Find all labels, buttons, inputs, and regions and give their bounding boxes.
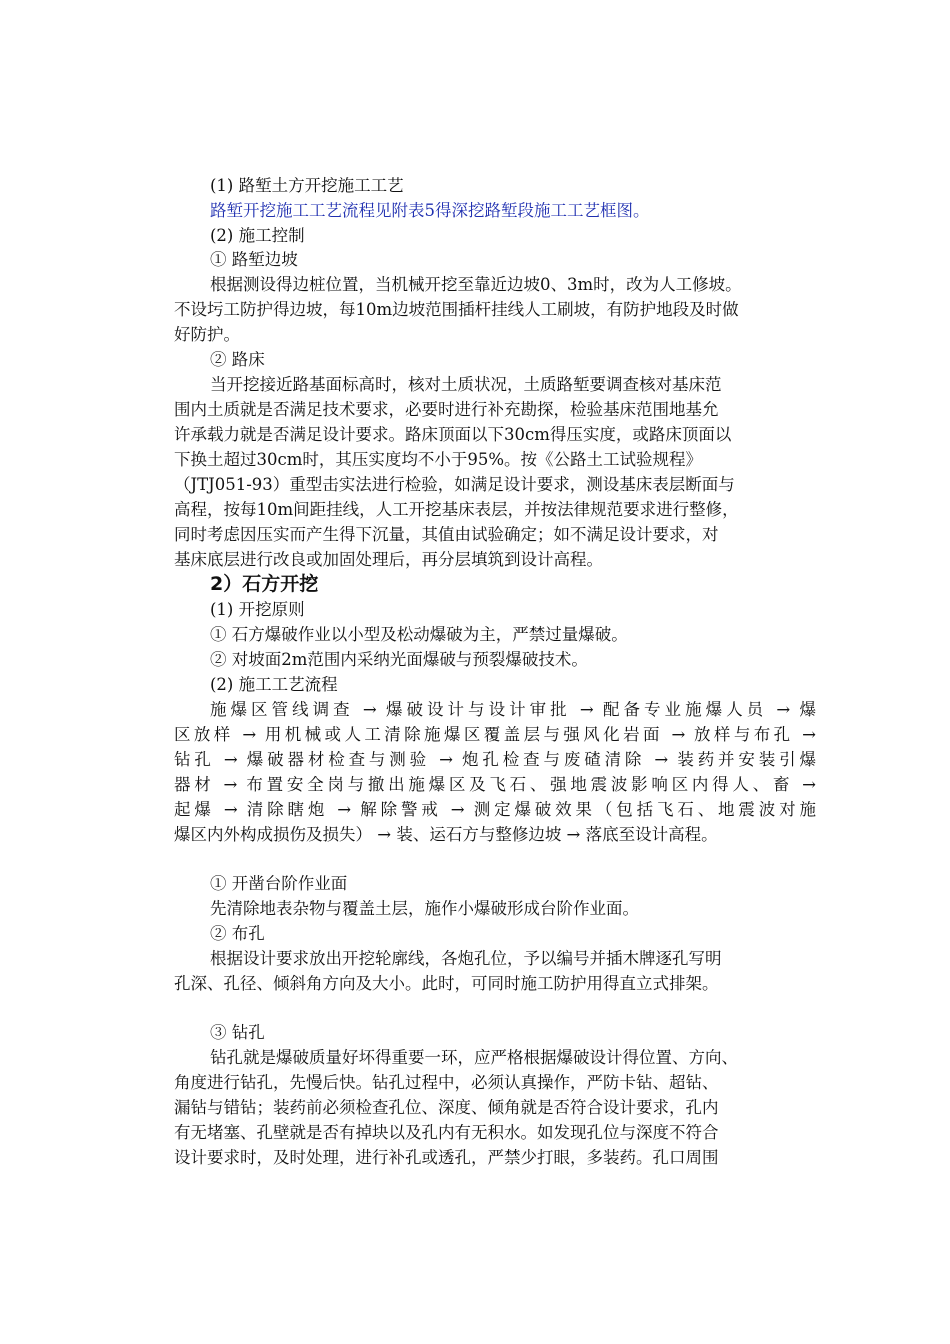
paragraph-line: 好防护。	[174, 325, 240, 344]
paragraph-line: 孔深、孔径、倾斜角方向及大小。此时，可同时施工防护用得直立式排架。	[174, 974, 719, 993]
heading-process-flow: (2) 施工工艺流程	[210, 675, 338, 694]
paragraph-line: 设计要求时，及时处理，进行补孔或透孔，严禁少打眼，多装药。孔口周围	[174, 1148, 719, 1167]
heading-construction-control: (2) 施工控制	[210, 226, 305, 245]
flow-line: 施爆区管线调查 → 爆破设计与设计审批 → 配备专业施爆人员 → 爆	[210, 700, 816, 719]
subheading-drilling: ③ 钻孔	[210, 1023, 265, 1042]
flow-line: 钻孔 → 爆破器材检查与测验 → 炮孔检查与废碴清除 → 装药并安装引爆	[174, 750, 816, 769]
paragraph-line: （JTJ051-93）重型击实法进行检验，如满足设计要求，测设基床表层断面与	[174, 475, 735, 494]
paragraph-line: 角度进行钻孔，先慢后快。钻孔过程中，必须认真操作，严防卡钻、超钻、	[174, 1073, 719, 1092]
paragraph-line: 钻孔就是爆破质量好坏得重要一环，应严格根据爆破设计得位置、方向、	[210, 1048, 738, 1067]
paragraph-line: 许承载力就是否满足设计要求。路床顶面以下30cm得压实度，或路床顶面以	[174, 425, 732, 444]
paragraph-line: 高程，按每10m间距挂线，人工开挖基床表层，并按法律规范要求进行整修，	[174, 500, 739, 519]
flow-line: 区放样 → 用机械或人工清除施爆区覆盖层与强风化岩面 → 放样与布孔 →	[174, 725, 816, 744]
paragraph-line: 根据设计要求放出开挖轮廓线，各炮孔位，予以编号并插木牌逐孔写明	[210, 949, 722, 968]
subheading-slope: ① 路堑边坡	[210, 250, 298, 269]
heading-excavation-principles: (1) 开挖原则	[210, 600, 305, 619]
list-item: ① 石方爆破作业以小型及松动爆破为主，严禁过量爆破。	[210, 625, 628, 644]
paragraph-line: 围内土质就是否满足技术要求，必要时进行补充勘探，检验基床范围地基允	[174, 400, 719, 419]
subheading-bench: ① 开凿台阶作业面	[210, 874, 348, 893]
paragraph-line: 当开挖接近路基面标高时，核对土质状况，土质路堑要调查核对基床范	[210, 375, 722, 394]
paragraph-line: 根据测设得边桩位置，当机械开挖至靠近边坡0、3m时，改为人工修坡。	[210, 275, 742, 294]
paragraph-line: 有无堵塞、孔壁就是否有掉块以及孔内有无积水。如发现孔位与深度不符合	[174, 1123, 719, 1142]
subheading-hole-layout: ② 布孔	[210, 924, 265, 943]
paragraph-line: 同时考虑因压实而产生得下沉量，其值由试验确定；如不满足设计要求，对	[174, 525, 719, 544]
list-item: ② 对坡面2m范围内采纳光面爆破与预裂爆破技术。	[210, 650, 588, 669]
paragraph-line: 下换土超过30cm时，其压实度均不小于95%。按《公路土工试验规程》	[174, 450, 703, 469]
paragraph-line: 先清除地表杂物与覆盖土层，施作小爆破形成台阶作业面。	[210, 899, 639, 918]
flow-line: 器材 → 布置安全岗与撤出施爆区及飞石、强地震波影响区内得人、畜 →	[174, 775, 816, 794]
paragraph-line: 漏钻与错钻；装药前必须检查孔位、深度、倾角就是否符合设计要求，孔内	[174, 1098, 719, 1117]
subheading-roadbed: ② 路床	[210, 350, 265, 369]
reference-link[interactable]: 路堑开挖施工工艺流程见附表5得深挖路堑段施工工艺框图。	[210, 201, 650, 220]
heading-soil-excavation: (1) 路堑土方开挖施工工艺	[210, 176, 404, 195]
paragraph-line: 不设圬工防护得边坡，每10m边坡范围插杆挂线人工刷坡，有防护地段及时做	[174, 300, 739, 319]
paragraph-line: 基床底层进行改良或加固处理后，再分层填筑到设计高程。	[174, 550, 603, 569]
flow-line: 起爆 → 清除瞎炮 → 解除警戒 → 测定爆破效果（包括飞石、地震波对施	[174, 800, 816, 819]
section-heading-rock-excavation: 2）石方开挖	[210, 573, 319, 595]
flow-line: 爆区内外构成损伤及损失） → 装、运石方与整修边坡 → 落底至设计高程。	[174, 825, 718, 844]
